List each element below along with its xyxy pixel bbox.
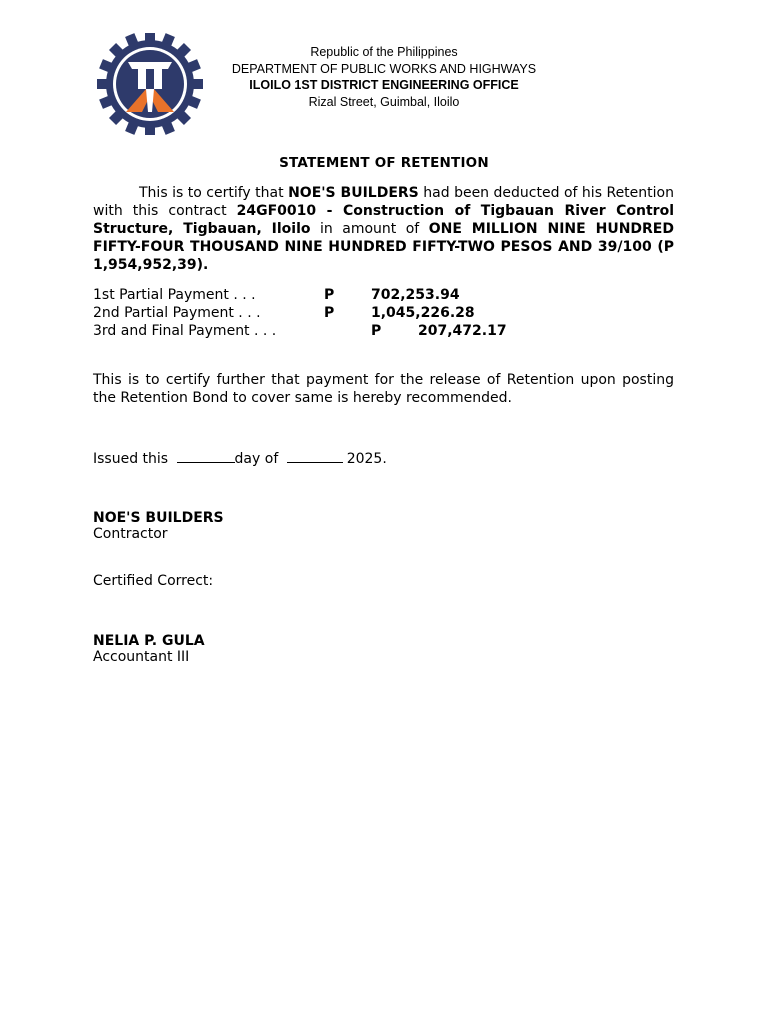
accountant-role: Accountant III: [93, 649, 190, 665]
document-title: STATEMENT OF RETENTION: [279, 155, 489, 171]
payment-row: [93, 286, 653, 304]
payment-label: 3rd and Final Payment . . .: [93, 323, 277, 339]
payment-amount: 1,045,226.28: [371, 305, 475, 321]
letterhead: [200, 44, 568, 111]
payment-row: [93, 304, 653, 322]
payment-currency: P: [371, 323, 382, 339]
payment-currency: P: [324, 305, 335, 321]
header-country: Republic of the Philippines: [310, 45, 458, 59]
recommendation-paragraph: This is to certify further that payment for the release of Retention upon posting the Retention Bond to cover same is hereby recommended.: [93, 372, 674, 406]
payment-row: [93, 322, 653, 340]
certified-correct-label: Certified Correct:: [93, 573, 214, 589]
header-address: Rizal Street, Guimbal, Iloilo: [308, 95, 460, 110]
issued-line: [93, 450, 387, 467]
amount-in-words: ONE MILLION NINE HUNDRED FIFTY-FOUR THOUSAND NINE HUNDRED FIFTY-TWO PESOS AND 39/100 (P 1,954,952,39).: [93, 221, 674, 273]
issued-prefix: Issued this: [93, 451, 173, 467]
accountant-name: NELIA P. GULA: [93, 633, 205, 649]
header-department: DEPARTMENT OF PUBLIC WORKS AND HIGHWAYS: [231, 61, 537, 76]
issued-year: 2025.: [346, 451, 387, 467]
accountant-signature-block: [93, 633, 205, 665]
issued-middle: day of: [234, 451, 283, 467]
payment-currency: P: [324, 287, 335, 303]
payment-amount: 702,253.94: [371, 287, 460, 303]
p1-text-c: in amount of: [310, 221, 429, 237]
contractor-signatory-name: NOE'S BUILDERS: [93, 510, 224, 526]
p1-text-a: This is to certify that: [139, 185, 289, 201]
contractor-signatory-role: Contractor: [93, 526, 168, 542]
month-blank: [287, 450, 343, 463]
dpwh-seal-icon: [95, 33, 205, 135]
contract-title: 24GF0010 - Construction of Tigbauan River Control Structure, Tigbauan, Iloilo: [93, 203, 675, 237]
contractor-name: NOE'S BUILDERS: [288, 185, 419, 201]
payments-list: [93, 286, 653, 340]
contractor-signature-block: [93, 510, 224, 542]
payment-amount: 207,472.17: [418, 323, 507, 339]
certification-paragraph: [93, 184, 674, 274]
day-blank: [177, 450, 235, 463]
header-office: ILOILO 1ST DISTRICT ENGINEERING OFFICE: [249, 78, 519, 93]
p1-text-b: had been deducted of his Retention with this contract: [93, 185, 674, 219]
payment-label: 1st Partial Payment . . .: [93, 287, 256, 303]
payment-label: 2nd Partial Payment . . .: [93, 305, 261, 321]
